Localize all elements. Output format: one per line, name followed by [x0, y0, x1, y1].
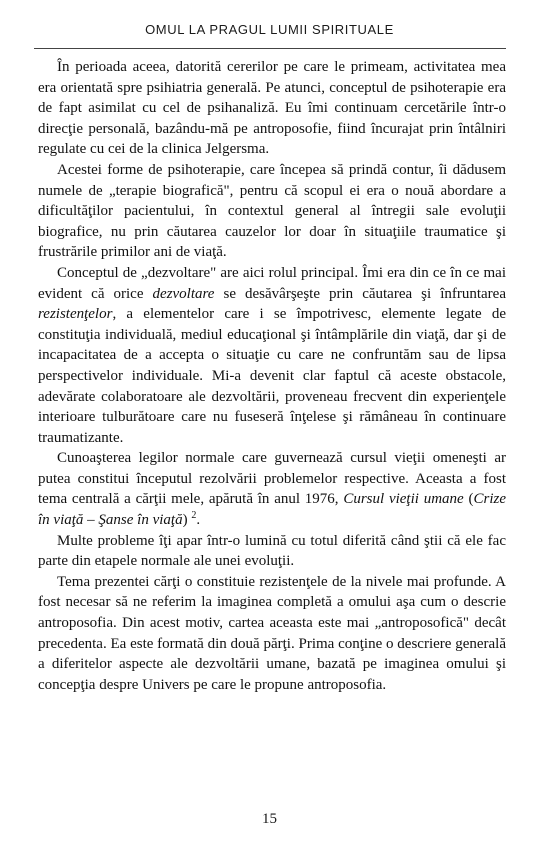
emphasis-dezvoltare: dezvoltare [152, 285, 215, 302]
text-run: Conceptul de „dezvoltare" are aici rolul principal. Îmi era din ce în ce mai evident că orice [38, 264, 506, 302]
paragraph [38, 448, 506, 530]
text-run: . [196, 512, 201, 529]
paragraph: În perioada aceea, datorită cererilor pe care le primeam, activitatea mea era orientată spre psihiatria generală. Pe atunci, conceptul de psihoterapie era de fapt asimilat cu cel de psihanaliză. Eu îmi continuam cercetările într-o direcţie personală, bazându-mă pe antroposofie, fiind încurajat prin întâlniri regulate cu cei de la clinica Jelgersma. [38, 59, 506, 158]
text-run: se desăvârşeşte prin căutarea şi înfruntarea [214, 285, 506, 302]
header-rule [34, 48, 506, 49]
body-text [38, 57, 506, 695]
footnote-reference: 2 [191, 510, 197, 522]
text-run: Cunoaşterea legilor normale care guvernează cursul vieţii omeneşti ar putea constitui începutul rezolvării problemelor respective. Aceasta a fost tema centrală a cărţii mele, apărută în anul 1976, [38, 450, 506, 508]
paragraph: Acestei forme de psihoterapie, care începea să prindă contur, îi dădusem numele de „terapie biografică", pentru că scopul ei era o nouă abordare a dificultăţilor pacientului, în contextul general al întregii sale evoluţii biografice, nu prin căutarea cauzelor lor doar în situaţiile traumatice şi frustrările primilor ani de viaţă. [38, 161, 506, 261]
text-run: ( [463, 491, 474, 508]
book-subtitle: Crize în viaţă – Şanse în viaţă [38, 491, 506, 529]
emphasis-rezistentelor: rezistenţelor [38, 306, 113, 323]
paragraph [38, 263, 506, 448]
paragraph: Tema prezentei cărţi o constituie rezistenţele de la nivele mai profunde. A fost necesar să ne referim la imaginea completă a omului aşa cum o descrie antroposofia. Din acest motiv, cartea aceasta este mai „antroposofică" decât precedenta. Ea este formată din două părţi. Prima conţine o descriere generală a diferitelor aspecte ale dezvoltării umane, bazată pe imaginea omului şi concepţia despre Univers pe care le propune antroposofia. [38, 573, 506, 693]
page-number: 15 [262, 811, 277, 827]
text-run: , a elementelor care i se împotrivesc, elemente legate de constituţia individuală, mediul educaţional şi întâmplările din viaţă, dar şi de incapacitatea de a accepta o situaţie cu care ne confruntăm sau de lipsa perspectivelor individuale. Mi-a devenit clar faptul că aceste obstacole, adevărate colaboratoare ale dezvoltării, proveneau frecvent din experienţele interioare tulburătoare care nu fuseseră înţelese şi rămâneau în continuare traumatizante. [38, 306, 506, 446]
running-head: OMUL LA PRAGUL LUMII SPIRITUALE [145, 22, 394, 37]
book-title: Cursul vieţii umane [343, 491, 464, 508]
paragraph: Multe probleme îţi apar într-o lumină cu totul diferită când ştii că ele fac parte din etapele normale ale unei evoluţii. [38, 532, 506, 570]
text-run: ) [182, 512, 192, 529]
